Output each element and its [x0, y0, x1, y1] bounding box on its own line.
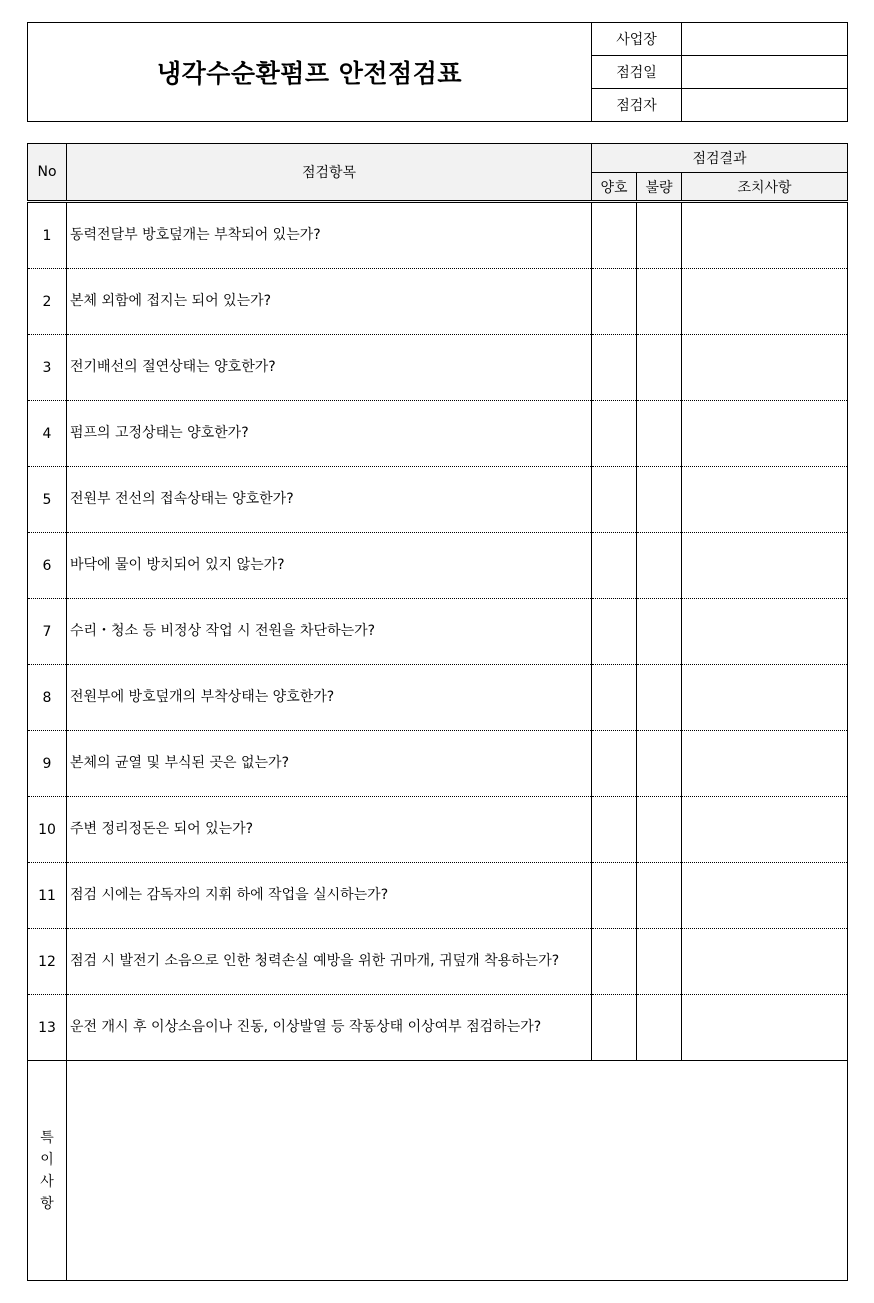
- col-header-item: 점검항목: [67, 144, 592, 202]
- inspection-date-field[interactable]: [682, 56, 848, 89]
- notes-label-char: 특: [40, 1129, 54, 1146]
- action-cell[interactable]: [682, 995, 848, 1061]
- inspection-date-label: 점검일: [592, 56, 682, 89]
- action-cell[interactable]: [682, 665, 848, 731]
- bad-cell[interactable]: [637, 401, 682, 467]
- row-number: 7: [28, 599, 67, 665]
- bad-cell[interactable]: [637, 202, 682, 269]
- row-number: 2: [28, 269, 67, 335]
- row-number: 8: [28, 665, 67, 731]
- row-number: 1: [28, 202, 67, 269]
- good-cell[interactable]: [592, 269, 637, 335]
- row-number: 11: [28, 863, 67, 929]
- action-cell[interactable]: [682, 269, 848, 335]
- bad-cell[interactable]: [637, 533, 682, 599]
- col-header-good: 양호: [592, 173, 637, 202]
- check-item: 본체의 균열 및 부식된 곳은 없는가?: [67, 731, 592, 797]
- notes-row: [28, 1061, 848, 1281]
- check-item: 점검 시 발전기 소음으로 인한 청력손실 예방을 위한 귀마개, 귀덮개 착용하는가?: [67, 929, 592, 995]
- notes-field[interactable]: [67, 1061, 848, 1281]
- table-row: [28, 665, 848, 731]
- check-item: 동력전달부 방호덮개는 부착되어 있는가?: [67, 202, 592, 269]
- check-item: 점검 시에는 감독자의 지휘 하에 작업을 실시하는가?: [67, 863, 592, 929]
- inspector-field[interactable]: [682, 89, 848, 122]
- col-header-bad: 불량: [637, 173, 682, 202]
- action-cell[interactable]: [682, 929, 848, 995]
- site-field[interactable]: [682, 23, 848, 56]
- row-number: 13: [28, 995, 67, 1061]
- action-cell[interactable]: [682, 533, 848, 599]
- good-cell[interactable]: [592, 202, 637, 269]
- row-number: 9: [28, 731, 67, 797]
- action-cell[interactable]: [682, 599, 848, 665]
- check-item: 전원부에 방호덮개의 부착상태는 양호한가?: [67, 665, 592, 731]
- bad-cell[interactable]: [637, 599, 682, 665]
- table-row: [28, 533, 848, 599]
- check-item: 펌프의 고정상태는 양호한가?: [67, 401, 592, 467]
- bad-cell[interactable]: [637, 863, 682, 929]
- check-item: 운전 개시 후 이상소음이나 진동, 이상발열 등 작동상태 이상여부 점검하는가?: [67, 995, 592, 1061]
- good-cell[interactable]: [592, 995, 637, 1061]
- check-item: 전원부 전선의 접속상태는 양호한가?: [67, 467, 592, 533]
- col-header-action: 조치사항: [682, 173, 848, 202]
- check-item: 바닥에 물이 방치되어 있지 않는가?: [67, 533, 592, 599]
- table-row: [28, 929, 848, 995]
- table-row: [28, 269, 848, 335]
- bad-cell[interactable]: [637, 731, 682, 797]
- table-row: [28, 863, 848, 929]
- good-cell[interactable]: [592, 929, 637, 995]
- notes-label-char: 항: [40, 1195, 54, 1212]
- good-cell[interactable]: [592, 599, 637, 665]
- notes-label-char: 이: [40, 1151, 54, 1168]
- col-header-no: No: [28, 144, 67, 202]
- col-header-result: 점검결과: [592, 144, 848, 173]
- action-cell[interactable]: [682, 202, 848, 269]
- bad-cell[interactable]: [637, 335, 682, 401]
- action-cell[interactable]: [682, 401, 848, 467]
- table-row: [28, 467, 848, 533]
- site-label: 사업장: [592, 23, 682, 56]
- row-number: 10: [28, 797, 67, 863]
- table-row: [28, 599, 848, 665]
- bad-cell[interactable]: [637, 995, 682, 1061]
- inspector-label: 점검자: [592, 89, 682, 122]
- notes-label: [28, 1061, 67, 1281]
- header-table: [27, 22, 848, 122]
- table-row: [28, 995, 848, 1061]
- good-cell[interactable]: [592, 863, 637, 929]
- table-row: [28, 731, 848, 797]
- bad-cell[interactable]: [637, 797, 682, 863]
- notes-label-char: 사: [40, 1173, 54, 1190]
- good-cell[interactable]: [592, 335, 637, 401]
- table-row: [28, 401, 848, 467]
- check-item: 주변 정리정돈은 되어 있는가?: [67, 797, 592, 863]
- check-item: 수리・청소 등 비정상 작업 시 전원을 차단하는가?: [67, 599, 592, 665]
- row-number: 5: [28, 467, 67, 533]
- good-cell[interactable]: [592, 797, 637, 863]
- bad-cell[interactable]: [637, 929, 682, 995]
- action-cell[interactable]: [682, 731, 848, 797]
- row-number: 3: [28, 335, 67, 401]
- good-cell[interactable]: [592, 401, 637, 467]
- good-cell[interactable]: [592, 533, 637, 599]
- action-cell[interactable]: [682, 797, 848, 863]
- action-cell[interactable]: [682, 467, 848, 533]
- bad-cell[interactable]: [637, 269, 682, 335]
- check-item: 본체 외함에 접지는 되어 있는가?: [67, 269, 592, 335]
- bad-cell[interactable]: [637, 665, 682, 731]
- action-cell[interactable]: [682, 335, 848, 401]
- check-item: 전기배선의 절연상태는 양호한가?: [67, 335, 592, 401]
- good-cell[interactable]: [592, 665, 637, 731]
- good-cell[interactable]: [592, 467, 637, 533]
- checklist-table: [27, 143, 848, 1281]
- document-title: 냉각수순환펌프 안전점검표: [28, 23, 592, 122]
- row-number: 12: [28, 929, 67, 995]
- row-number: 6: [28, 533, 67, 599]
- table-row: [28, 335, 848, 401]
- table-row: [28, 797, 848, 863]
- row-number: 4: [28, 401, 67, 467]
- table-row: [28, 202, 848, 269]
- action-cell[interactable]: [682, 863, 848, 929]
- good-cell[interactable]: [592, 731, 637, 797]
- bad-cell[interactable]: [637, 467, 682, 533]
